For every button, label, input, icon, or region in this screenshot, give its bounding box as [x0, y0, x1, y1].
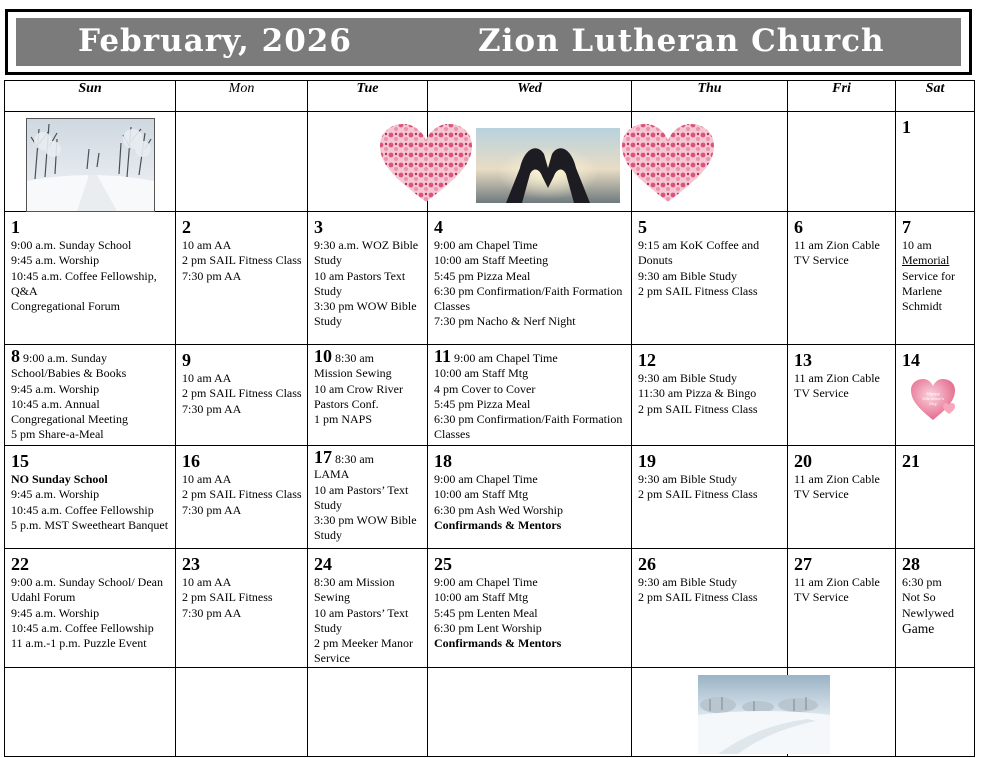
header-banner	[16, 18, 961, 66]
event-line: 4 pm Cover to Cover	[434, 381, 536, 396]
event-line: 6:30 pm Confirmation/Faith Formation Classes	[434, 283, 623, 314]
day-number: 27	[794, 554, 812, 574]
event-line: 7:30 pm Nacho & Nerf Night	[434, 314, 576, 329]
event-line: 3:30 pm WOW Bible Study	[314, 299, 417, 329]
event-text: 8:30 am	[335, 452, 374, 466]
day-cell	[176, 549, 308, 668]
event-line: 10 am Pastors’ Text Study	[314, 605, 409, 635]
day-number: 13	[794, 350, 812, 370]
dow-mon: Mon	[176, 81, 308, 112]
day-number: 25	[434, 554, 452, 574]
day-number: 19	[638, 451, 656, 471]
event-line: 10:45 a.m. Annual Congregational Meeting	[11, 396, 128, 427]
day-cell	[632, 446, 788, 549]
day-number: 6	[794, 217, 803, 237]
day-number: 17	[314, 447, 332, 467]
day-cell	[308, 446, 428, 549]
event-line: 9:00 am Chapel Time	[434, 238, 538, 252]
event-line: 9:00 am Chapel Time	[434, 472, 538, 486]
event-line: 10 am Pastors Text Study	[314, 268, 406, 298]
event-line: 2 pm Meeker Manor Service	[314, 636, 413, 666]
day-number: 4	[434, 217, 443, 237]
day-cell-empty	[5, 667, 176, 756]
calendar-header	[5, 9, 972, 75]
event-time: 10 am	[902, 238, 932, 252]
day-cell	[308, 345, 428, 446]
event-line	[314, 447, 423, 467]
day-cell	[632, 212, 788, 345]
event-line: 10 am Pastors’ Text Study	[314, 482, 409, 512]
day-number: 3	[314, 217, 323, 237]
day-number: 21	[902, 451, 920, 471]
event-line: 10 am Crow River Pastors Conf.	[314, 381, 403, 411]
day-cell	[632, 549, 788, 668]
event-line: 2 pm SAIL Fitness Class	[638, 487, 758, 502]
day-cell	[428, 446, 632, 549]
day-number: 9	[182, 350, 191, 370]
event-line: 6:30 pm Ash Wed Worship	[434, 502, 563, 517]
event-line: 10 am AA	[182, 238, 232, 252]
day-cell-empty	[308, 667, 428, 756]
valentine-heart-icon	[908, 376, 958, 424]
month-title: February, 2026	[78, 23, 352, 59]
day-cell	[5, 212, 176, 345]
winter-road-image	[26, 118, 155, 212]
event-line: 9:30 am Bible Study	[638, 575, 737, 589]
event-text: 8:30 am	[335, 351, 374, 365]
day-cell	[896, 212, 975, 345]
event-line: 10 am AA	[182, 575, 232, 589]
day-cell	[896, 446, 975, 549]
event-line	[902, 238, 970, 253]
event-line: 9:45 a.m. Worship	[11, 487, 100, 502]
day-number: 18	[434, 451, 452, 471]
event-line: 5:45 pm Pizza Meal	[434, 268, 531, 283]
day-cell	[428, 549, 632, 668]
event-line: 10:00 am Staff Mtg	[434, 487, 529, 502]
day-number: 1	[11, 217, 20, 237]
event-line: Newlywed	[902, 605, 954, 620]
event-line: 10:00 am Staff Meeting	[434, 253, 549, 268]
event-line	[434, 346, 627, 366]
event-line: 2 pm SAIL Fitness Class	[182, 386, 302, 401]
dow-tue: Tue	[308, 81, 428, 112]
event-line: 10:00 am Staff Mtg	[434, 590, 529, 605]
day-cell	[176, 212, 308, 345]
day-cell	[176, 345, 308, 446]
day-number: 24	[314, 554, 332, 574]
day-number: 8	[11, 346, 20, 366]
day-number: 15	[11, 451, 29, 471]
event-line: 2 pm SAIL Fitness	[182, 590, 273, 605]
event-line: Mission Sewing	[314, 366, 392, 381]
day-cell	[428, 212, 632, 345]
event-line: 6:30 pm Lent Worship	[434, 620, 542, 635]
day-number: 11	[434, 346, 452, 366]
day-number: 26	[638, 554, 656, 574]
day-number: 5	[638, 217, 647, 237]
event-line: 9:45 a.m. Worship	[11, 253, 100, 268]
event-line: 11:30 am Pizza & Bingo	[638, 386, 757, 401]
day-number: 10	[314, 346, 332, 366]
event-line: 9:30 am Bible Study	[638, 472, 737, 486]
event-line: 10:45 a.m. Coffee Fellowship, Q&A	[11, 268, 157, 298]
day-cell	[428, 345, 632, 446]
day-number: 12	[638, 350, 656, 370]
dow-wed: Wed	[428, 81, 632, 112]
event-line: 2 pm SAIL Fitness Class	[638, 283, 758, 298]
event-line: Confirmands & Mentors	[434, 636, 562, 651]
day-cell	[788, 212, 896, 345]
event-line: Congregational Forum	[11, 299, 120, 314]
event-line: 10:00 am Staff Mtg	[434, 366, 529, 381]
church-title: Zion Lutheran Church	[478, 23, 885, 59]
day-number: 14	[902, 350, 920, 370]
day-cell	[896, 549, 975, 668]
event-line: 9:15 am KoK Coffee and Donuts	[638, 238, 760, 268]
valentine-heart-text: Happy Valentine's Day	[921, 391, 945, 406]
day-cell	[788, 345, 896, 446]
event-line: 5 pm Share-a-Meal	[11, 427, 104, 442]
day-cell	[5, 446, 176, 549]
day-number: 7	[902, 217, 911, 237]
day-cell-empty	[428, 667, 632, 756]
day-cell	[788, 446, 896, 549]
event-line	[314, 346, 423, 366]
event-line: 7:30 pm AA	[182, 605, 242, 620]
day-number: 1	[902, 117, 911, 137]
day-number: 23	[182, 554, 200, 574]
day-cell	[5, 345, 176, 446]
event-line: Not So	[902, 590, 936, 605]
day-cell	[788, 549, 896, 668]
day-cell	[632, 345, 788, 446]
event-line: 5 p.m. MST Sweetheart Banquet	[11, 517, 169, 532]
event-line: 6:30 pm	[902, 575, 942, 589]
event-line: 2 pm SAIL Fitness Class	[182, 487, 302, 502]
event-line: 6:30 pm Confirmation/Faith Formation Classes	[434, 412, 623, 442]
day-cell	[308, 212, 428, 345]
event-line: 7:30 pm AA	[182, 268, 242, 283]
event-line: 2 pm SAIL Fitness Class	[182, 253, 302, 268]
event-line: 9:30 am Bible Study	[638, 268, 737, 283]
event-line: 11 am Zion Cable TV Service	[794, 238, 880, 268]
day-cell-empty	[176, 112, 308, 212]
event-line: 5:45 pm Pizza Meal	[434, 396, 531, 411]
day-cell	[308, 549, 428, 668]
day-cell	[176, 446, 308, 549]
event-line: 1 pm NAPS	[314, 412, 373, 427]
day-cell-empty	[788, 112, 896, 212]
dow-sun: Sun	[5, 81, 176, 112]
event-line: School/Babies & Books	[11, 366, 127, 381]
event-line: 9:45 a.m. Worship	[11, 605, 100, 620]
event-line: 10:45 a.m. Coffee Fellowship	[11, 620, 154, 635]
event-line: Memorial	[902, 253, 950, 268]
event-line: Confirmands & Mentors	[434, 517, 562, 532]
day-cell-empty	[896, 667, 975, 756]
event-line	[11, 346, 171, 366]
day-number: 28	[902, 554, 920, 574]
event-line: LAMA	[314, 467, 350, 482]
day-cell	[5, 549, 176, 668]
event-line: 11 am Zion Cable TV Service	[794, 575, 880, 605]
day-cell-empty	[176, 667, 308, 756]
event-line: Service for Marlene Schmidt	[902, 268, 955, 314]
event-line: 9:00 am Chapel Time	[434, 575, 538, 589]
event-line: 9:00 a.m. Sunday School/ Dean Udahl Forum	[11, 575, 163, 605]
event-line: 10:45 a.m. Coffee Fellowship	[11, 502, 154, 517]
event-line: 2 pm SAIL Fitness Class	[638, 401, 758, 416]
dow-thu: Thu	[632, 81, 788, 112]
winter-landscape-image	[698, 675, 830, 754]
event-line: 9:30 a.m. WOZ Bible Study	[314, 238, 419, 268]
event-line: 5:45 pm Lenten Meal	[434, 605, 538, 620]
event-line: 9:30 am Bible Study	[638, 371, 737, 385]
event-line: 3:30 pm WOW Bible Study	[314, 513, 417, 543]
day-cell	[896, 112, 975, 212]
event-line: 7:30 pm AA	[182, 401, 242, 416]
event-line: 2 pm SAIL Fitness Class	[638, 590, 758, 605]
event-line: 11 am Zion Cable TV Service	[794, 371, 880, 401]
day-number: 2	[182, 217, 191, 237]
event-line: 8:30 am Mission Sewing	[314, 575, 395, 605]
event-text: 9:00 a.m. Sunday	[23, 351, 107, 365]
event-line: 10 am AA	[182, 472, 232, 486]
day-number: 20	[794, 451, 812, 471]
event-line: 10 am AA	[182, 371, 232, 385]
pink-heart-left-image	[378, 122, 474, 204]
pink-heart-right-image	[620, 122, 716, 204]
dow-sat: Sat	[896, 81, 975, 112]
event-line: NO Sunday School	[11, 472, 108, 486]
event-line: 7:30 pm AA	[182, 502, 242, 517]
event-text: 9:00 am Chapel Time	[454, 351, 558, 365]
event-line: 9:45 a.m. Worship	[11, 381, 100, 396]
event-line: 11 a.m.-1 p.m. Puzzle Event	[11, 636, 147, 651]
event-line: Game	[902, 620, 935, 636]
day-number: 22	[11, 554, 29, 574]
hands-heart-photo	[476, 128, 620, 203]
event-line: 9:00 a.m. Sunday School	[11, 238, 132, 252]
day-number: 16	[182, 451, 200, 471]
event-line: 11 am Zion Cable TV Service	[794, 472, 880, 502]
dow-fri: Fri	[788, 81, 896, 112]
